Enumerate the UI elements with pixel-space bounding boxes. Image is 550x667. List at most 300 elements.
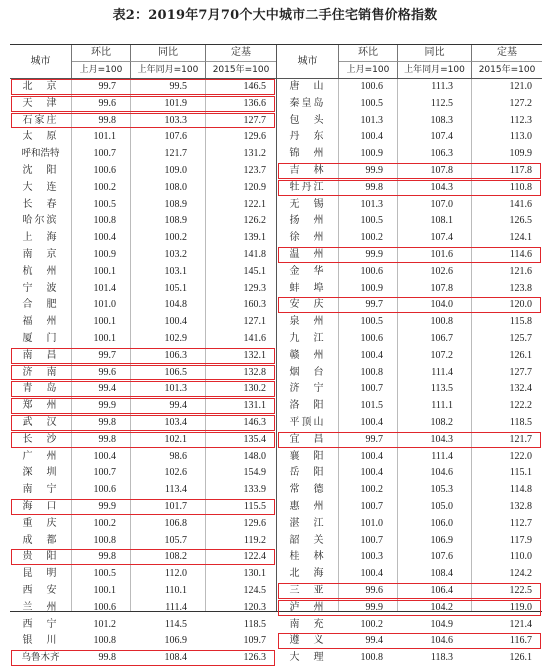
base-cell: 129.6 — [243, 131, 266, 143]
city-cell: 西 宁 — [22, 618, 59, 630]
city-cell: 兰 州 — [22, 601, 59, 613]
city-cell: 安 庆 — [289, 299, 326, 311]
base-cell: 127.7 — [243, 114, 266, 126]
base-cell: 129.6 — [243, 517, 266, 529]
yoy-cell: 102.6 — [164, 467, 187, 479]
mom-cell: 100.6 — [93, 601, 116, 613]
price-index-table — [10, 44, 542, 664]
table-row — [10, 314, 276, 331]
base-cell: 121.4 — [509, 618, 532, 630]
table-header — [277, 45, 542, 79]
mom-cell: 100.8 — [93, 635, 116, 647]
base-cell: 121.0 — [509, 81, 532, 92]
city-cell: 牡丹江 — [289, 181, 326, 193]
mom-cell: 99.8 — [365, 181, 383, 193]
yoy-cell: 100.4 — [164, 316, 187, 328]
base-cell: 122.5 — [509, 584, 532, 596]
mom-cell: 99.9 — [365, 164, 383, 176]
base-cell: 114.8 — [509, 484, 532, 496]
mom-cell: 101.2 — [93, 618, 116, 630]
yoy-cell: 104.9 — [430, 618, 453, 630]
mom-cell: 100.4 — [360, 131, 383, 143]
mom-cell: 100.4 — [360, 450, 383, 462]
table-row — [10, 180, 276, 197]
mom-cell: 100.8 — [93, 534, 116, 546]
table-row — [277, 583, 542, 600]
table-row — [10, 415, 276, 432]
mom-cell: 99.9 — [365, 601, 383, 613]
mom-cell: 100.6 — [93, 164, 116, 176]
mom-cell: 99.8 — [98, 416, 116, 428]
city-cell: 石家庄 — [22, 114, 59, 126]
base-cell: 109.9 — [509, 148, 532, 160]
table-row — [10, 482, 276, 499]
base-cell: 123.7 — [243, 164, 266, 176]
mom-cell: 100.1 — [93, 332, 116, 344]
mom-cell: 101.1 — [93, 131, 116, 143]
base-cell: 122.1 — [243, 198, 266, 210]
header-mom-sub: 上月=100 — [72, 62, 131, 78]
base-cell: 123.8 — [509, 282, 532, 294]
base-cell: 132.8 — [509, 500, 532, 512]
yoy-cell: 114.5 — [164, 618, 187, 630]
base-cell: 112.3 — [509, 114, 532, 126]
mom-cell: 100.2 — [93, 517, 116, 529]
city-cell: 宁 波 — [22, 282, 59, 294]
city-cell: 大 连 — [22, 181, 59, 193]
mom-cell: 99.9 — [98, 500, 116, 512]
base-cell: 110.8 — [509, 181, 532, 193]
base-cell: 141.8 — [243, 248, 266, 260]
yoy-cell: 112.0 — [164, 568, 187, 580]
base-cell: 112.7 — [509, 517, 532, 529]
mom-cell: 100.2 — [360, 232, 383, 244]
table-row — [10, 79, 276, 96]
base-cell: 118.5 — [243, 618, 266, 630]
city-cell: 青 岛 — [22, 383, 59, 395]
city-cell: 哈尔滨 — [22, 215, 59, 227]
yoy-cell: 104.6 — [430, 635, 453, 647]
city-cell: 上 海 — [22, 232, 59, 244]
table-row — [10, 516, 276, 533]
yoy-cell: 100.2 — [164, 232, 187, 244]
base-cell: 146.5 — [243, 81, 266, 92]
table-row — [277, 129, 542, 146]
mom-cell: 100.5 — [360, 215, 383, 227]
table-row — [10, 549, 276, 566]
city-cell: 泉 州 — [289, 316, 326, 328]
yoy-cell: 106.4 — [430, 584, 453, 596]
table-row — [277, 398, 542, 415]
city-cell: 南 充 — [289, 618, 326, 630]
yoy-cell: 108.9 — [164, 198, 187, 210]
header-yoy-sub: 上年同月=100 — [398, 62, 472, 78]
mom-cell: 100.3 — [360, 551, 383, 563]
table-row — [277, 617, 542, 634]
base-cell: 126.1 — [509, 349, 532, 361]
mom-cell: 99.7 — [98, 349, 116, 361]
city-cell: 深 圳 — [22, 467, 59, 479]
right-half-table — [277, 45, 542, 664]
base-cell: 118.5 — [509, 416, 532, 428]
yoy-cell: 111.4 — [431, 366, 453, 378]
city-cell: 宜 昌 — [289, 433, 326, 445]
base-cell: 136.6 — [243, 97, 266, 109]
mom-cell: 99.8 — [98, 551, 116, 563]
table-row — [277, 247, 542, 264]
table-title: 表2：2019年7月70个大中城市二手住宅销售价格指数 — [112, 8, 438, 23]
yoy-cell: 108.3 — [430, 114, 453, 126]
table-row — [10, 113, 276, 130]
yoy-cell: 106.7 — [430, 332, 453, 344]
table-row — [10, 96, 276, 113]
base-cell: 148.0 — [243, 450, 266, 462]
mom-cell: 100.5 — [93, 198, 116, 210]
header-base: 定基 — [472, 45, 542, 62]
yoy-cell: 107.4 — [430, 131, 453, 143]
city-cell: 烟 台 — [289, 366, 326, 378]
base-cell: 120.3 — [243, 601, 266, 613]
yoy-cell: 101.3 — [164, 383, 187, 395]
city-cell: 北 京 — [22, 81, 59, 92]
base-cell: 120.9 — [243, 181, 266, 193]
mom-cell: 100.7 — [360, 500, 383, 512]
yoy-cell: 104.3 — [430, 181, 453, 193]
yoy-cell: 111.4 — [431, 450, 453, 462]
table-row — [10, 297, 276, 314]
mom-cell: 100.4 — [360, 416, 383, 428]
table-row — [277, 113, 542, 130]
table-row — [277, 314, 542, 331]
table-row — [10, 163, 276, 180]
yoy-cell: 108.2 — [164, 551, 187, 563]
table-row — [277, 415, 542, 432]
city-cell: 桂 林 — [289, 551, 326, 563]
city-cell: 金 华 — [289, 265, 326, 277]
base-cell: 114.6 — [509, 248, 532, 260]
mom-cell: 99.4 — [365, 635, 383, 647]
header-base-sub: 2015年=100 — [478, 65, 536, 75]
city-cell: 南 宁 — [22, 484, 59, 496]
mom-cell: 100.4 — [93, 450, 116, 462]
city-cell: 九 江 — [289, 332, 326, 344]
yoy-cell: 100.8 — [430, 316, 453, 328]
mom-cell: 100.5 — [360, 97, 383, 109]
base-cell: 113.0 — [509, 131, 532, 143]
city-cell: 乌鲁木齐 — [21, 652, 60, 664]
city-cell: 吉 林 — [289, 164, 326, 176]
table-row — [10, 331, 276, 348]
base-cell: 132.4 — [509, 383, 532, 395]
mom-cell: 100.7 — [93, 148, 116, 160]
yoy-cell: 107.6 — [430, 551, 453, 563]
mom-cell: 101.0 — [360, 517, 383, 529]
city-cell: 郑 州 — [22, 400, 59, 412]
yoy-cell: 106.3 — [430, 148, 453, 160]
city-cell: 太 原 — [22, 131, 59, 143]
base-cell: 126.1 — [509, 652, 532, 664]
yoy-cell: 99.5 — [169, 81, 187, 92]
city-cell: 南 昌 — [22, 349, 59, 361]
base-cell: 124.5 — [243, 584, 266, 596]
table-row — [10, 465, 276, 482]
table-row — [277, 381, 542, 398]
mom-cell: 100.9 — [93, 248, 116, 260]
base-cell: 110.0 — [509, 551, 532, 563]
base-cell: 135.4 — [243, 433, 266, 445]
table-row — [10, 499, 276, 516]
mom-cell: 100.6 — [360, 265, 383, 277]
yoy-cell: 105.3 — [430, 484, 453, 496]
table-row — [10, 566, 276, 583]
mom-cell: 100.8 — [360, 366, 383, 378]
mom-cell: 101.0 — [93, 299, 116, 311]
table-row — [277, 197, 542, 214]
table-row — [277, 281, 542, 298]
table-row — [10, 230, 276, 247]
base-cell: 124.1 — [509, 232, 532, 244]
yoy-cell: 103.4 — [164, 416, 187, 428]
yoy-cell: 99.4 — [169, 400, 187, 412]
base-cell: 127.1 — [243, 316, 266, 328]
base-cell: 160.3 — [243, 299, 266, 311]
table-row — [10, 281, 276, 298]
mom-cell: 100.4 — [360, 467, 383, 479]
header-base-sub: 2015年=100 — [212, 65, 270, 75]
yoy-cell: 102.1 — [164, 433, 187, 445]
mom-cell: 99.8 — [98, 433, 116, 445]
table-row — [10, 583, 276, 600]
yoy-cell: 109.0 — [164, 164, 187, 176]
table-row — [10, 264, 276, 281]
mom-cell: 100.4 — [360, 349, 383, 361]
yoy-cell: 111.3 — [431, 81, 453, 92]
yoy-cell: 107.4 — [430, 232, 453, 244]
mom-cell: 100.4 — [360, 568, 383, 580]
yoy-cell: 107.0 — [430, 198, 453, 210]
base-cell: 129.3 — [243, 282, 266, 294]
yoy-cell: 106.5 — [164, 366, 187, 378]
yoy-cell: 107.8 — [430, 164, 453, 176]
city-cell: 唐 山 — [289, 81, 326, 92]
table-row — [10, 533, 276, 550]
yoy-cell: 103.3 — [164, 114, 187, 126]
table-row — [10, 633, 276, 650]
base-cell: 125.7 — [509, 332, 532, 344]
mom-cell: 101.3 — [360, 114, 383, 126]
yoy-cell: 121.7 — [164, 148, 187, 160]
yoy-cell: 106.0 — [430, 517, 453, 529]
base-cell: 122.0 — [509, 450, 532, 462]
base-cell: 109.7 — [243, 635, 266, 647]
base-cell: 132.8 — [243, 366, 266, 378]
base-cell: 116.7 — [509, 635, 532, 647]
mom-cell: 100.1 — [93, 316, 116, 328]
mom-cell: 99.6 — [365, 584, 383, 596]
city-cell: 长 春 — [22, 198, 59, 210]
mom-cell: 99.9 — [98, 400, 116, 412]
header-city: 城市 — [277, 45, 339, 78]
table-row — [10, 398, 276, 415]
table-row — [10, 213, 276, 230]
yoy-cell: 105.0 — [430, 500, 453, 512]
table-row — [277, 297, 542, 314]
base-cell: 117.8 — [509, 164, 532, 176]
table-row — [277, 499, 542, 516]
city-cell: 北 海 — [289, 568, 326, 580]
yoy-cell: 113.5 — [430, 383, 453, 395]
city-cell: 海 口 — [22, 500, 59, 512]
city-cell: 襄 阳 — [289, 450, 326, 462]
mom-cell: 99.4 — [98, 383, 116, 395]
city-cell: 西 安 — [22, 584, 59, 596]
base-cell: 124.2 — [509, 568, 532, 580]
city-cell: 沈 阳 — [22, 164, 59, 176]
table-row — [10, 348, 276, 365]
table-row — [277, 432, 542, 449]
header-yoy: 同比 — [398, 45, 472, 62]
base-cell: 126.3 — [243, 652, 266, 664]
mom-cell: 100.2 — [360, 618, 383, 630]
table-row — [10, 381, 276, 398]
base-cell: 132.1 — [243, 349, 266, 361]
yoy-cell: 108.1 — [430, 215, 453, 227]
yoy-cell: 108.9 — [164, 215, 187, 227]
table-row — [277, 365, 542, 382]
right-rows — [277, 79, 542, 667]
table-row — [10, 129, 276, 146]
base-cell: 139.1 — [243, 232, 266, 244]
table-row — [10, 365, 276, 382]
yoy-cell: 102.6 — [430, 265, 453, 277]
table-row — [277, 213, 542, 230]
base-cell: 141.6 — [509, 198, 532, 210]
mom-cell: 100.8 — [360, 652, 383, 664]
city-cell: 温 州 — [289, 248, 326, 260]
mom-cell: 99.7 — [98, 81, 116, 92]
yoy-cell: 106.9 — [164, 635, 187, 647]
mom-cell: 99.6 — [98, 366, 116, 378]
table-row — [277, 465, 542, 482]
city-cell: 泸 州 — [289, 601, 326, 613]
yoy-cell: 111.4 — [165, 601, 187, 613]
city-cell: 大 理 — [289, 652, 326, 664]
table-row — [277, 533, 542, 550]
base-cell: 115.1 — [509, 467, 532, 479]
city-cell: 扬 州 — [289, 215, 326, 227]
mom-cell: 100.7 — [360, 534, 383, 546]
table-row — [10, 432, 276, 449]
yoy-cell: 103.2 — [164, 248, 187, 260]
yoy-cell: 105.7 — [164, 534, 187, 546]
base-cell: 120.0 — [509, 299, 532, 311]
yoy-cell: 104.8 — [164, 299, 187, 311]
mom-cell: 99.8 — [98, 114, 116, 126]
yoy-cell: 106.3 — [164, 349, 187, 361]
base-cell: 126.5 — [509, 215, 532, 227]
city-cell: 赣 州 — [289, 349, 326, 361]
yoy-cell: 103.1 — [164, 265, 187, 277]
mom-cell: 100.6 — [360, 81, 383, 92]
table-row — [277, 600, 542, 617]
city-cell: 平顶山 — [289, 416, 326, 428]
yoy-cell: 106.8 — [164, 517, 187, 529]
table-row — [277, 230, 542, 247]
base-cell: 121.7 — [509, 433, 532, 445]
table-row — [277, 449, 542, 466]
yoy-cell: 98.6 — [169, 450, 187, 462]
yoy-cell: 107.2 — [430, 349, 453, 361]
base-cell: 122.2 — [509, 400, 532, 412]
yoy-cell: 110.1 — [164, 584, 187, 596]
base-cell: 131.2 — [243, 148, 266, 160]
yoy-cell: 106.9 — [430, 534, 453, 546]
left-rows — [10, 79, 276, 667]
mom-cell: 99.7 — [365, 433, 383, 445]
base-cell: 121.6 — [509, 265, 532, 277]
base-cell: 122.4 — [243, 551, 266, 563]
yoy-cell: 101.9 — [164, 97, 187, 109]
mom-cell: 100.8 — [93, 215, 116, 227]
header-mom: 环比 — [339, 45, 398, 62]
city-cell: 徐 州 — [289, 232, 326, 244]
table-row — [277, 180, 542, 197]
base-cell: 130.2 — [243, 383, 266, 395]
left-half-table — [10, 45, 277, 664]
base-cell: 127.2 — [509, 97, 532, 109]
base-cell: 146.3 — [243, 416, 266, 428]
table-row — [277, 331, 542, 348]
yoy-cell: 104.2 — [430, 601, 453, 613]
table-row — [10, 197, 276, 214]
base-cell: 141.6 — [243, 332, 266, 344]
city-cell: 洛 阳 — [289, 400, 326, 412]
city-cell: 济 南 — [22, 366, 59, 378]
city-cell: 蚌 埠 — [289, 282, 326, 294]
header-yoy: 同比 — [131, 45, 206, 62]
table-row — [10, 617, 276, 634]
mom-cell: 99.6 — [98, 97, 116, 109]
city-cell: 湛 江 — [289, 517, 326, 529]
base-cell: 117.9 — [509, 534, 532, 546]
mom-cell: 99.7 — [365, 299, 383, 311]
base-cell: 119.2 — [243, 534, 266, 546]
city-cell: 惠 州 — [289, 500, 326, 512]
mom-cell: 100.7 — [93, 467, 116, 479]
city-cell: 无 锡 — [289, 198, 326, 210]
city-cell: 丹 东 — [289, 131, 326, 143]
yoy-cell: 108.2 — [430, 416, 453, 428]
city-cell: 福 州 — [22, 316, 59, 328]
city-cell: 遵 义 — [289, 635, 326, 647]
mom-cell: 100.9 — [360, 148, 383, 160]
city-cell: 三 亚 — [289, 584, 326, 596]
base-cell: 127.7 — [509, 366, 532, 378]
city-cell: 韶 关 — [289, 534, 326, 546]
yoy-cell: 118.3 — [430, 652, 453, 664]
mom-cell: 100.1 — [93, 265, 116, 277]
base-cell: 126.2 — [243, 215, 266, 227]
table-row — [277, 566, 542, 583]
yoy-cell: 107.8 — [430, 282, 453, 294]
mom-cell: 100.2 — [360, 484, 383, 496]
mom-cell: 100.7 — [360, 383, 383, 395]
city-cell: 贵 阳 — [22, 551, 59, 563]
table-row — [277, 264, 542, 281]
yoy-cell: 101.7 — [164, 500, 187, 512]
header-yoy-sub: 上年同月=100 — [131, 62, 206, 78]
city-cell: 长 沙 — [22, 433, 59, 445]
